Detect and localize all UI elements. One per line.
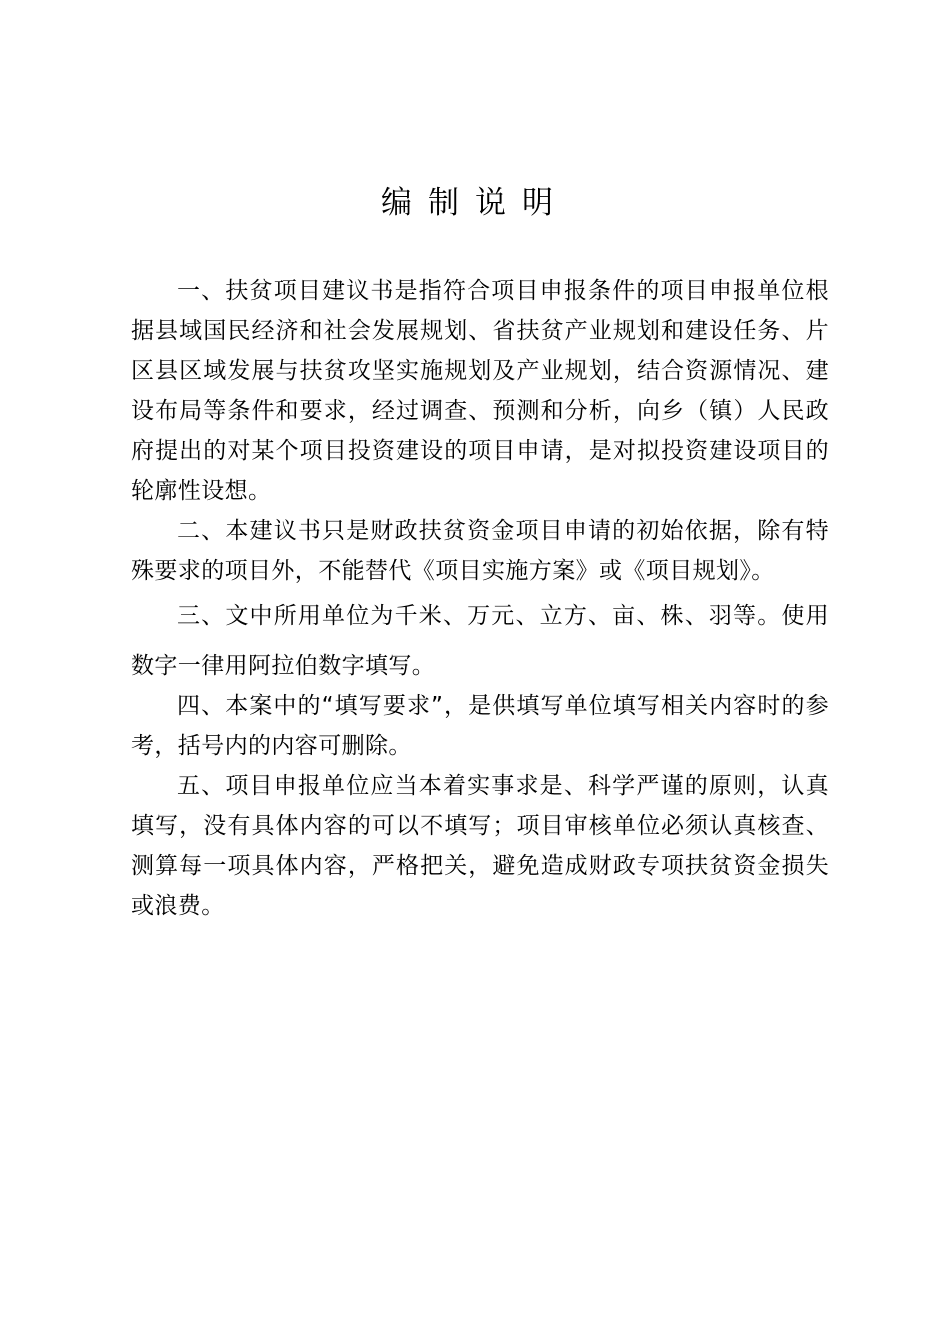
page-title: 编制说明 [381, 185, 569, 221]
paragraph-2: 二、本建议书只是财政扶贫资金项目申请的初始依据，除有特殊要求的项目外，不能替代《项目实施方案》或《项目规划》。 [131, 518, 829, 584]
paragraph-3: 三、文中所用单位为千米、万元、立方、亩、株、羽等。使用数字一律用阿拉伯数字填写。 [131, 603, 829, 679]
paragraph-4: 四、本案中的“填写要求”，是供填写单位填写相关内容时的参考，括号内的内容可删除。 [131, 693, 829, 759]
paragraph-1: 一、扶贫项目建议书是指符合项目申报条件的项目申报单位根据县域国民经济和社会发展规划、省扶贫产业规划和建设任务、片区县区域发展与扶贫攻坚实施规划及产业规划，结合资源情况、建设布局等条件和要求，经过调查、预测和分析，向乡（镇）人民政府提出的对某个项目投资建设的项目申请，是对拟投资建设项目的轮廓性设想。 [131, 278, 829, 504]
document-body [131, 271, 829, 926]
paragraph-5: 五、项目申报单位应当本着实事求是、科学严谨的原则，认真填写，没有具体内容的可以不填写；项目审核单位必须认真核查、测算每一项具体内容，严格把关，避免造成财政专项扶贫资金损失或浪费。 [131, 773, 829, 919]
